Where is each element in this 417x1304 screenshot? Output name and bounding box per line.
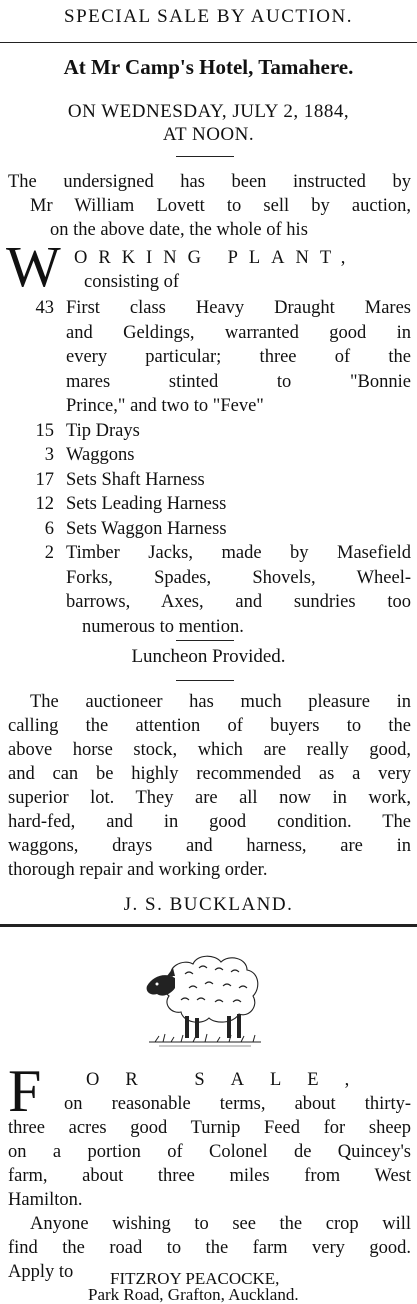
luncheon-line: Luncheon Provided. bbox=[131, 646, 286, 667]
short-divider-3 bbox=[176, 680, 234, 681]
item-list bbox=[0, 296, 417, 639]
short-divider-2 bbox=[176, 640, 234, 641]
auction-heading: SPECIAL SALE BY AUCTION. bbox=[64, 6, 353, 27]
list-item: Forks, Spades, Shovels, Wheel- bbox=[66, 567, 411, 588]
date-line-2: AT NOON. bbox=[162, 124, 255, 145]
for-sale-line-4: farm, about three miles from West bbox=[8, 1166, 411, 1186]
dropcap-f: F bbox=[8, 1058, 42, 1124]
list-item: barrows, Axes, and sundries too bbox=[66, 592, 411, 612]
list-item: Prince," and two to "Feve" bbox=[66, 396, 264, 416]
date-line-1: ON WEDNESDAY, JULY 2, 1884, bbox=[67, 101, 350, 122]
for-sale-line-1: on reasonable terms, about thirty- bbox=[64, 1094, 411, 1114]
para-line-8: thorough repair and working order. bbox=[8, 860, 268, 880]
list-item: 2 Timber Jacks, made by Masefield bbox=[44, 543, 411, 563]
for-sale-line-5: Hamilton. bbox=[8, 1190, 83, 1210]
list-item: 3 Waggons bbox=[44, 445, 135, 465]
short-divider-1 bbox=[176, 156, 234, 157]
list-item: 15 Tip Drays bbox=[35, 420, 140, 441]
auctioneer-name: J. S. BUCKLAND. bbox=[123, 894, 294, 915]
section-divider bbox=[0, 924, 417, 927]
intro-line-2: Mr William Lovett to sell by auction, bbox=[30, 196, 411, 216]
advertiser-address: Park Road, Grafton, Auckland. bbox=[88, 1285, 299, 1304]
list-item: and Geldings, warranted good in bbox=[66, 322, 411, 343]
sheep-illustration-icon bbox=[135, 938, 275, 1054]
list-item: numerous to mention. bbox=[82, 616, 244, 637]
apply-to: Apply to bbox=[8, 1262, 74, 1282]
venue-heading: At Mr Camp's Hotel, Tamahere. bbox=[63, 55, 354, 79]
for-sale-line-2: three acres good Turnip Feed for sheep bbox=[8, 1118, 411, 1138]
intro-line-3: on the above date, the whole of his bbox=[50, 220, 308, 240]
list-item: 12 Sets Leading Harness bbox=[35, 494, 227, 514]
list-item: 17 Sets Shaft Harness bbox=[35, 469, 205, 490]
for-sale-title: OR SALE, bbox=[86, 1070, 376, 1090]
working-plant-title: ORKING PLANT, bbox=[74, 248, 357, 268]
para-line-7: waggons, drays and harness, are in bbox=[8, 836, 411, 856]
consisting-of: consisting of bbox=[84, 272, 180, 292]
para-line-2: calling the attention of buyers to the bbox=[8, 716, 411, 736]
top-divider bbox=[0, 42, 417, 43]
para-line-3: above horse stock, which are really good, bbox=[8, 740, 411, 760]
anyone-line-2: find the road to the farm very good. bbox=[8, 1238, 411, 1258]
advertiser-name: FITZROY PEACOCKE, bbox=[110, 1269, 280, 1288]
list-item: every particular; three of the bbox=[66, 347, 411, 367]
para-line-1: The auctioneer has much pleasure in bbox=[30, 692, 411, 712]
list-item: 43 First class Heavy Draught Mares bbox=[35, 298, 411, 318]
intro-line-1: The undersigned has been instructed by bbox=[8, 172, 411, 192]
anyone-line-1: Anyone wishing to see the crop will bbox=[30, 1214, 411, 1234]
list-item: mares stinted to "Bonnie bbox=[66, 371, 411, 392]
para-line-5: superior lot. They are all now in work, bbox=[8, 788, 411, 808]
dropcap-w: W bbox=[6, 234, 61, 299]
para-line-6: hard-fed, and in good condition. The bbox=[8, 812, 411, 832]
for-sale-line-3: on a portion of Colonel de Quincey's bbox=[8, 1142, 411, 1162]
list-item: 6 Sets Waggon Harness bbox=[44, 518, 227, 539]
para-line-4: and can be highly recommended as a very bbox=[8, 764, 411, 784]
